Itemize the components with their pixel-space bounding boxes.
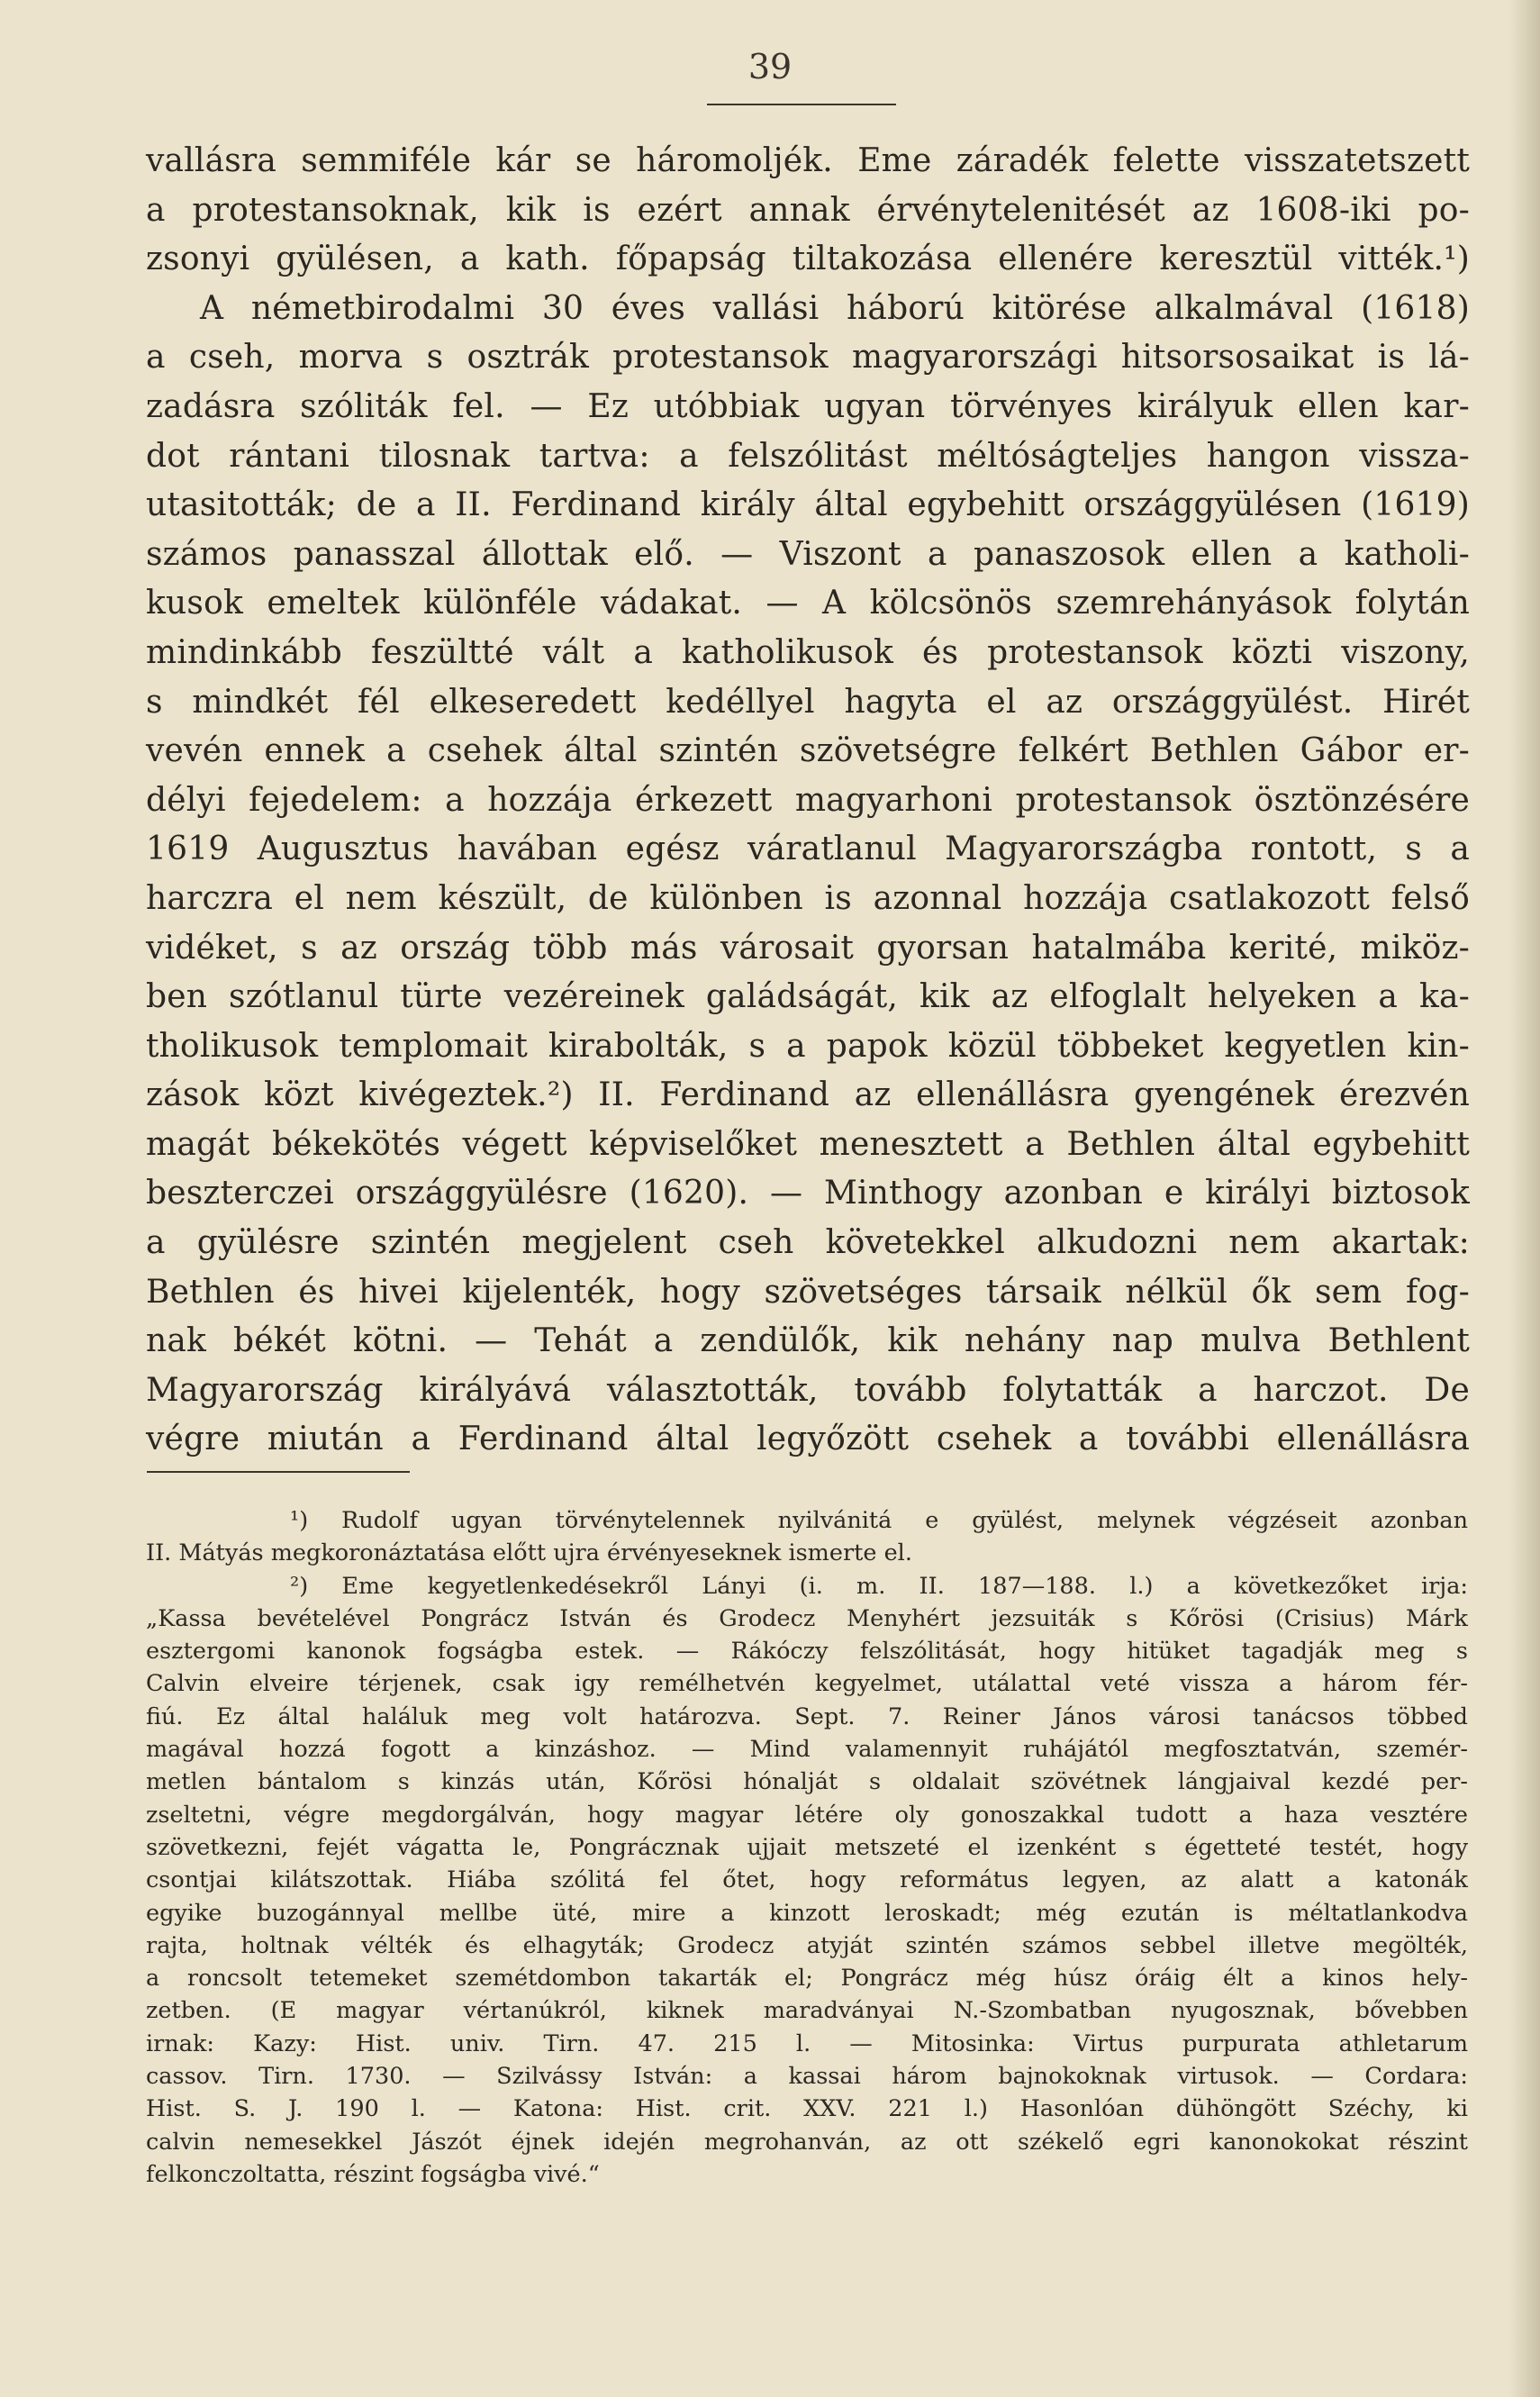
footnote-line: felkonczoltatta, részint fogságba vivé.“ — [146, 2160, 600, 2188]
footnote-line: ¹) Rudolf ugyan törvénytelennek nyilvánitá e gyülést, melynek végzéseit azonban — [290, 1507, 1468, 1534]
text-line: számos panasszal állottak elő. — Viszont a panaszosok ellen a katholi- — [146, 535, 1470, 573]
footnote-line: calvin nemesekkel Jászót éjnek idején megrohanván, az ott székelő egri kanonokokat részint — [146, 2128, 1468, 2156]
text-line: vallásra semmiféle kár se háromoljék. Eme záradék felette visszatetszett — [146, 142, 1470, 179]
footnote-line: esztergomi kanonok fogságba estek. — Rákóczy felszólitását, hogy hitüket tagadják meg s — [146, 1638, 1468, 1666]
header-rule — [707, 104, 896, 105]
footnote-line: „Kassa bevételével Pongrácz István és Grodecz Menyhért jezsuiták s Kőrösi (Crisius) Márk — [146, 1604, 1468, 1632]
text-line: utasitották; de a II. Ferdinand király által egybehitt országgyülésen (1619) — [146, 486, 1470, 524]
text-line: a protestansoknak, kik is ezért annak érvénytelenitését az 1608-iki po- — [146, 191, 1470, 229]
text-line: zsonyi gyülésen, a kath. főpapság tiltakozása ellenére keresztül vitték.¹) — [146, 241, 1470, 278]
text-line: mindinkább feszültté vált a katholikusok és protestansok közti viszony, — [146, 633, 1470, 671]
text-line: s mindkét fél elkeseredett kedéllyel hagyta el az országgyülést. Hirét — [146, 683, 1470, 721]
text-line: dot rántani tilosnak tartva: a felszólitást méltóságteljes hangon vissza- — [146, 437, 1470, 475]
text-line: végre miután a Ferdinand által legyőzött csehek a további ellenállásra — [146, 1421, 1470, 1458]
footnote-rule — [147, 1471, 410, 1473]
footnote-line: cassov. Tirn. 1730. — Szilvássy István: a kassai három bajnokoknak virtusok. — Cordara: — [146, 2063, 1468, 2091]
footnote-line: irnak: Kazy: Hist. univ. Tirn. 47. 215 l. — Mitosinka: Virtus purpurata athletarum — [146, 2029, 1468, 2057]
text-line: a gyülésre szintén megjelent cseh követekkel alkudozni nem akartak: — [146, 1224, 1470, 1262]
footnote-line: fiú. Ez által haláluk meg volt határozva. Sept. 7. Reiner János városi tanácsos többed — [146, 1702, 1468, 1730]
footnote-line: II. Mátyás megkoronáztatása előtt ujra érvényeseknek ismerte el. — [146, 1539, 912, 1567]
text-line: délyi fejedelem: a hozzája érkezett magyarhoni protestansok ösztönzésére — [146, 781, 1470, 819]
footnote-line: a roncsolt tetemeket szemétdombon takarták el; Pongrácz még húsz óráig élt a kinos hely- — [146, 1965, 1468, 1993]
page-edge-shadow — [1509, 0, 1540, 2397]
text-line: a cseh, morva s osztrák protestansok magyarországi hitsorsosaikat is lá- — [146, 339, 1470, 377]
text-line: nak békét kötni. — Tehát a zendülők, kik nehány nap mulva Bethlent — [146, 1322, 1470, 1360]
text-line: 1619 Augusztus havában egész váratlanul Magyarországba rontott, s a — [146, 831, 1470, 868]
text-line: tholikusok templomait kirabolták, s a papok közül többeket kegyetlen kin- — [146, 1027, 1470, 1065]
footnote-line: csontjai kilátszottak. Hiába szólitá fel őtet, hogy református legyen, az alatt a katonák — [146, 1866, 1468, 1894]
text-line: zadásra szóliták fel. — Ez utóbbiak ugyan törvényes királyuk ellen kar- — [146, 387, 1470, 425]
footnote-line: szövetkezni, fejét vágatta le, Pongrácznak ujjait metszeté el izenként s égetteté testét, hogy — [146, 1833, 1468, 1861]
text-line: kusok emeltek különféle vádakat. — A kölcsönös szemrehányások folytán — [146, 585, 1470, 622]
footnote-line: metlen bántalom s kinzás után, Kőrösi hónalját s oldalait szövétnek lángjaival kezdé per- — [146, 1768, 1468, 1796]
page-number: 39 — [747, 47, 793, 86]
footnote-line: magával hozzá fogott a kinzáshoz. — Mind valamennyit ruhájától megfosztatván, szemér- — [146, 1736, 1468, 1764]
text-line: vidéket, s az ország több más városait gyorsan hatalmába kerité, miköz- — [146, 929, 1470, 967]
footnote-line: zetben. (E magyar vértanúkról, kiknek maradványai N.-Szombatban nyugosznak, bővebben — [146, 1997, 1468, 2025]
footnote-line: Calvin elveire térjenek, csak igy remélhetvén kegyelmet, utálattal veté vissza a három fér- — [146, 1670, 1468, 1698]
text-line: vevén ennek a csehek által szintén szövetségre felkért Bethlen Gábor er- — [146, 732, 1470, 770]
footnote-line: zseltetni, végre megdorgálván, hogy magyar létére oly gonoszakkal tudott a haza vesztére — [146, 1801, 1468, 1829]
text-line: harczra el nem készült, de különben is azonnal hozzája csatlakozott felső — [146, 879, 1470, 917]
footnote-line: Hist. S. J. 190 l. — Katona: Hist. crit. XXV. 221 l.) Hasonlóan dühöngött Széchy, ki — [146, 2095, 1468, 2123]
main-text — [146, 137, 1470, 1465]
text-line: Bethlen és hivei kijelenték, hogy szövetséges társaik nélkül ők sem fog- — [146, 1273, 1470, 1311]
text-line: Magyarország királyává választották, tovább folytatták a harczot. De — [146, 1371, 1470, 1409]
footnotes — [146, 1504, 1468, 2191]
text-line: ben szótlanul türte vezéreinek galádságát, kik az elfoglalt helyeken a ka- — [146, 978, 1470, 1016]
text-line: A németbirodalmi 30 éves vallási háború kitörése alkalmával (1618) — [200, 289, 1470, 327]
text-line: magát békekötés végett képviselőket menesztett a Bethlen által egybehitt — [146, 1125, 1470, 1163]
footnote-line: ²) Eme kegyetlenkedésekről Lányi (i. m. II. 187—188. l.) a következőket irja: — [290, 1572, 1468, 1600]
footnote-line: rajta, holtnak vélték és elhagyták; Grodecz atyját szintén számos sebbel illetve megölték, — [146, 1931, 1468, 1959]
text-line: zások közt kivégeztek.²) II. Ferdinand az ellenállásra gyengének érezvén — [146, 1076, 1470, 1114]
text-line: beszterczei országgyülésre (1620). — Minthogy azonban e királyi biztosok — [146, 1175, 1470, 1212]
footnote-line: egyike buzogánnyal mellbe üté, mire a kinzott leroskadt; még ezután is méltatlankodva — [146, 1899, 1468, 1927]
